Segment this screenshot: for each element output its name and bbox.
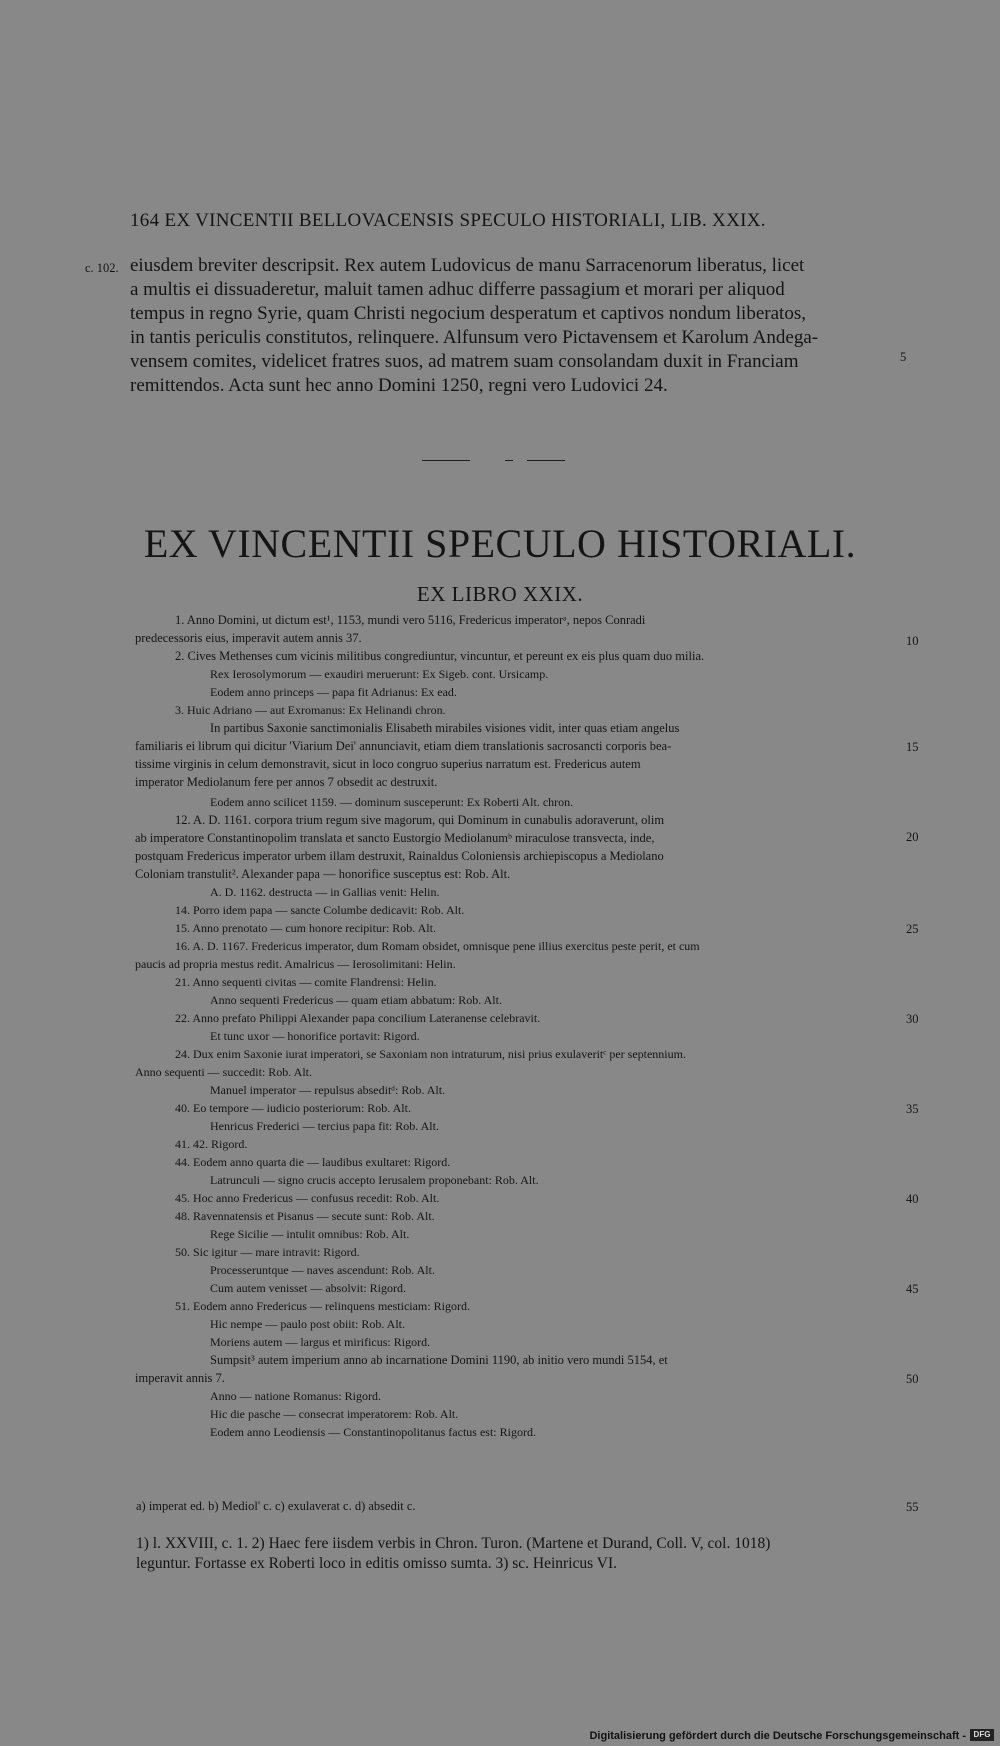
body-line: ab imperatore Constantinopolim translata et sancto Eustorgio Mediolanumᵇ miraculose transvecta, inde,	[135, 831, 655, 845]
body-line: Rege Sicilie — intulit omnibus: Rob. Alt.	[210, 1227, 410, 1241]
body-line: predecessoris eius, imperavit autem annis 37.	[135, 631, 362, 645]
body-line: Eodem anno scilicet 1159. — dominum susceperunt: Ex Roberti Alt. chron.	[210, 795, 574, 809]
body-line: imperator Mediolanum fere per annos 7 obsedit ac destruxit.	[135, 775, 438, 789]
body-line: paucis ad propria mestus redit. Amalricus — Ierosolimitani: Helin.	[135, 957, 456, 971]
body-line: Latrunculi — signo crucis accepto Ierusalem proponebant: Rob. Alt.	[210, 1173, 539, 1187]
body-line: 15. Anno prenotato — cum honore recipitur: Rob. Alt.	[175, 921, 436, 935]
body-line: 21. Anno sequenti civitas — comite Flandrensi: Helin.	[175, 975, 437, 989]
body-line: 41. 42. Rigord.	[175, 1137, 248, 1151]
body-line: Rex Ierosolymorum — exaudiri meruerunt: Ex Sigeb. cont. Ursicamp.	[210, 667, 549, 681]
body-line: 44. Eodem anno quarta die — laudibus exultaret: Rigord.	[175, 1155, 451, 1169]
body-line: 51. Eodem anno Fredericus — relinquens mesticiam: Rigord.	[175, 1299, 470, 1313]
body-line: Anno sequenti Fredericus — quam etiam abbatum: Rob. Alt.	[210, 993, 502, 1007]
digitization-footer	[0, 1724, 1000, 1746]
body-line: Hic nempe — paulo post obiit: Rob. Alt.	[210, 1317, 405, 1331]
body-line: imperavit annis 7.	[135, 1371, 225, 1385]
body-line: familiaris ei librum qui dicitur 'Viarium Dei' annunciavit, etiam diem translationis sacrosancti corporis bea-	[135, 739, 672, 753]
body-line: 14. Porro idem papa — sancte Columbe dedicavit: Rob. Alt.	[175, 903, 465, 917]
body-line: A. D. 1162. destructa — in Gallias venit: Helin.	[210, 885, 440, 899]
body-line: Hic die pasche — consecrat imperatorem: Rob. Alt.	[210, 1407, 459, 1421]
body-line: Sumpsit³ autem imperium anno ab incarnatione Domini 1190, ab initio vero mundi 5154, et	[210, 1353, 668, 1367]
body-line: 12. A. D. 1161. corpora trium regum sive magorum, qui Dominum in cunabulis adoraverunt, olim	[175, 813, 665, 827]
line-number: 25	[906, 922, 919, 936]
section-divider	[505, 460, 513, 461]
variant-notes: a) imperat ed. b) Mediol' c. c) exulaverat c. d) absedit c.	[136, 1499, 416, 1513]
section-divider	[422, 460, 470, 461]
section-title: EX VINCENTII SPECULO HISTORIALI.	[143, 521, 857, 566]
line-number: 15	[906, 740, 919, 754]
body-line: Anno — natione Romanus: Rigord.	[210, 1389, 381, 1403]
body-line: Anno sequenti — succedit: Rob. Alt.	[135, 1065, 312, 1079]
line-number: 40	[906, 1192, 919, 1206]
body-line: Processeruntque — naves ascendunt: Rob. Alt.	[210, 1263, 435, 1277]
body-line: Manuel imperator — repulsus abseditᵈ: Rob. Alt.	[210, 1083, 446, 1097]
body-line: 50. Sic igitur — mare intravit: Rigord.	[175, 1245, 360, 1259]
line-number: 5	[900, 350, 907, 364]
body-line: 2. Cives Methenses cum vicinis militibus congrediuntur, vincuntur, et pereunt ex eis plus quam duo milia.	[175, 649, 705, 663]
body-line: 24. Dux enim Saxonie iurat imperatori, se Saxoniam non intraturum, nisi prius exulaveritᶜ per septennium.	[175, 1047, 686, 1061]
body-line: Eodem anno Leodiensis — Constantinopolitanus factus est: Rigord.	[210, 1425, 536, 1439]
text-line: in tantis periculis constitutos, relinquere. Alfunsum vero Pictavensem et Karolum Andega-	[130, 327, 819, 348]
body-line: 1. Anno Domini, ut dictum est¹, 1153, mundi vero 5116, Fredericus imperatorᵃ, nepos Conradi	[175, 613, 646, 627]
text-line: tempus in regno Syrie, quam Christi negocium desperatum et captivos nondum liberatos,	[130, 303, 806, 324]
body-line: 16. A. D. 1167. Fredericus imperator, dum Romam obsidet, omnisque pene illius exercitus peste perit, et cum	[175, 939, 700, 953]
body-line: In partibus Saxonie sanctimonialis Elisabeth mirabiles visiones vidit, inter quas etiam angelus	[210, 721, 680, 735]
body-line: tissime virginis in celum demonstravit, sicut in loco congruo superius narratum est. Fredericus autem	[135, 757, 641, 771]
body-line: 45. Hoc anno Fredericus — confusus recedit: Rob. Alt.	[175, 1191, 440, 1205]
body-line: 40. Eo tempore — iudicio posteriorum: Rob. Alt.	[175, 1101, 411, 1115]
footnote-line: leguntur. Fortasse ex Roberti loco in editis omisso sumta. 3) sc. Heinricus VI.	[136, 1555, 618, 1572]
funding-credit: Digitalisierung gefördert durch die Deutsche Forschungsgemeinschaft -	[589, 1730, 966, 1742]
line-number: 10	[906, 634, 919, 648]
text-line: remittendos. Acta sunt hec anno Domini 1250, regni vero Ludovici 24.	[130, 375, 668, 396]
line-number: 50	[906, 1372, 919, 1386]
section-divider	[527, 460, 565, 461]
body-line: 48. Ravennatensis et Pisanus — secute sunt: Rob. Alt.	[175, 1209, 435, 1223]
text-line: a multis ei dissuaderetur, maluit tamen adhuc differre passagium et morari per aliquod	[130, 279, 785, 300]
dfg-logo-icon: DFG	[970, 1729, 994, 1741]
body-line: Henricus Frederici — tercius papa fit: Rob. Alt.	[210, 1119, 439, 1133]
body-line: Et tunc uxor — honorifice portavit: Rigord.	[210, 1029, 420, 1043]
margin-reference: c. 102.	[85, 261, 119, 275]
line-number: 30	[906, 1012, 919, 1026]
body-line: 22. Anno prefato Philippi Alexander papa concilium Lateranense celebravit.	[175, 1011, 541, 1025]
body-line: 3. Huic Adriano — aut Exromanus: Ex Helinandi chron.	[175, 703, 446, 717]
line-number: 45	[906, 1282, 919, 1296]
body-line: Eodem anno princeps — papa fit Adrianus: Ex ead.	[210, 685, 457, 699]
body-line: Moriens autem — largus et mirificus: Rigord.	[210, 1335, 431, 1349]
text-line: vensem comites, videlicet fratres suos, ad matrem suam consolandam duxit in Franciam	[130, 351, 799, 372]
running-header: 164 EX VINCENTII BELLOVACENSIS SPECULO HISTORIALI, LIB. XXIX.	[130, 210, 766, 231]
body-line: postquam Fredericus imperator urbem illam destruxit, Rainaldus Coloniensis archiepiscopus a Mediolano	[135, 849, 664, 863]
line-number: 55	[906, 1500, 919, 1514]
line-number: 20	[906, 830, 919, 844]
body-line: Cum autem venisset — absolvit: Rigord.	[210, 1281, 406, 1295]
body-line: Coloniam transtulit². Alexander papa — honorifice susceptus est: Rob. Alt.	[135, 867, 511, 881]
line-number: 35	[906, 1102, 919, 1116]
text-line: eiusdem breviter descripsit. Rex autem Ludovicus de manu Sarracenorum liberatus, licet	[130, 255, 805, 276]
section-subtitle: EX LIBRO XXIX.	[416, 582, 584, 606]
footnote-line: 1) l. XXVIII, c. 1. 2) Haec fere iisdem verbis in Chron. Turon. (Martene et Durand, Coll. V, col. 1018)	[136, 1535, 771, 1552]
